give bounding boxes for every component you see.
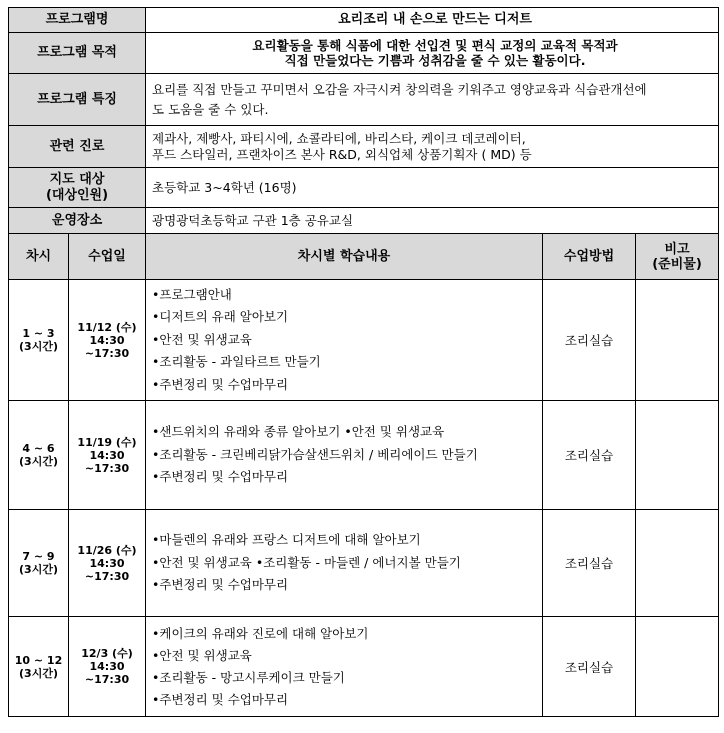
venue-label: 운영장소 xyxy=(9,208,146,234)
session-number xyxy=(9,617,69,717)
program-purpose-row xyxy=(9,33,719,74)
content-item: •주변정리 및 수업마무리 xyxy=(152,691,289,707)
session-row xyxy=(9,510,719,617)
session-date xyxy=(69,617,146,717)
session-range: 4 ~ 6 xyxy=(22,442,55,455)
session-content xyxy=(146,280,543,401)
content-item: •프로그램안내 xyxy=(152,286,232,302)
target-label xyxy=(9,168,146,208)
session-note xyxy=(636,510,719,617)
target-row xyxy=(9,168,719,208)
session-method: 조리실습 xyxy=(543,510,636,617)
content-item: •조리활동 - 망고시루케이크 만들기 xyxy=(152,669,345,685)
content-item: •마들렌의 유래와 프랑스 디저트에 대해 알아보기 xyxy=(152,532,421,548)
session-hours: (3시간) xyxy=(19,340,58,353)
session-note xyxy=(636,401,719,510)
session-row xyxy=(9,280,719,401)
session-date xyxy=(69,280,146,401)
session-header: 차시 xyxy=(9,234,69,280)
program-name-value: 요리조리 내 손으로 만드는 디저트 xyxy=(146,8,719,33)
session-method: 조리실습 xyxy=(543,401,636,510)
program-purpose-label: 프로그램 목적 xyxy=(9,33,146,74)
start-time: 14:30 xyxy=(89,333,125,347)
date-text: 11/19 (수) xyxy=(77,435,137,449)
session-range: 7 ~ 9 xyxy=(22,550,55,563)
target-label-line: (대상인원) xyxy=(45,187,109,203)
session-note xyxy=(636,280,719,401)
career-line: 제과사, 제빵사, 파티시에, 쇼콜라티에, 바리스타, 케이크 데코레이터, xyxy=(152,130,526,146)
date-text: 11/26 (수) xyxy=(77,543,137,557)
date-text: 12/3 (수) xyxy=(81,647,133,660)
start-time: 14:30 xyxy=(89,448,125,462)
session-range: 1 ~ 3 xyxy=(22,327,55,340)
program-features-row xyxy=(9,74,719,126)
session-date xyxy=(69,401,146,510)
end-time: ~17:30 xyxy=(84,569,130,583)
method-header: 수업방법 xyxy=(543,234,636,280)
content-item: •주변정리 및 수업마무리 xyxy=(152,577,289,593)
start-time: 14:30 xyxy=(89,556,125,570)
session-content xyxy=(146,617,543,717)
features-line: 요리를 직접 만들고 꾸미면서 오감을 자극시켜 창의력을 키워주고 영양교육과 식습관개선에 xyxy=(152,81,647,97)
content-item: •디저트의 유래 알아보기 xyxy=(152,309,289,325)
session-method: 조리실습 xyxy=(543,617,636,717)
program-features-value xyxy=(146,74,719,126)
purpose-line: 직접 만들었다는 기쁨과 성취감을 줄 수 있는 활동이다. xyxy=(284,53,586,68)
end-time: ~17:30 xyxy=(84,461,130,475)
program-name-label: 프로그램명 xyxy=(9,8,146,33)
content-item: •조리활동 - 크린베리닭가슴살샌드위치 / 베리에이드 만들기 xyxy=(152,446,478,462)
end-time: ~17:30 xyxy=(84,673,130,686)
end-time: ~17:30 xyxy=(84,346,130,360)
program-name-row xyxy=(9,8,719,33)
content-item: •안전 및 위생교육 •조리활동 - 마들렌 / 에너지볼 만들기 xyxy=(152,554,461,570)
session-content xyxy=(146,401,543,510)
venue-value: 광명광덕초등학교 구관 1층 공유교실 xyxy=(146,208,719,234)
session-date xyxy=(69,510,146,617)
session-row xyxy=(9,617,719,717)
session-hours: (3시간) xyxy=(19,455,58,468)
session-row xyxy=(9,401,719,510)
program-plan-table xyxy=(8,7,719,717)
session-content xyxy=(146,510,543,617)
start-time: 14:30 xyxy=(89,660,125,673)
session-note xyxy=(636,617,719,717)
schedule-header-row xyxy=(9,234,719,280)
session-method: 조리실습 xyxy=(543,280,636,401)
related-career-label: 관련 진로 xyxy=(9,126,146,168)
content-item: •주변정리 및 수업마무리 xyxy=(152,469,289,485)
note-header-line: (준비물) xyxy=(652,256,702,272)
content-item: •케이크의 유래와 진로에 대해 알아보기 xyxy=(152,625,369,641)
related-career-value xyxy=(146,126,719,168)
career-line: 푸드 스타일러, 프랜차이즈 본사 R&D, 외식업체 상품기획자 ( MD) 등 xyxy=(152,146,532,162)
session-number xyxy=(9,401,69,510)
note-header-line: 비고 xyxy=(664,241,690,257)
target-value: 초등학교 3~4학년 (16명) xyxy=(146,168,719,208)
content-item: •조리활동 - 과일타르트 만들기 xyxy=(152,354,321,370)
session-hours: (3시간) xyxy=(19,666,58,680)
content-item: •안전 및 위생교육 xyxy=(152,331,252,347)
program-features-label: 프로그램 특징 xyxy=(9,74,146,126)
content-item: •안전 및 위생교육 xyxy=(152,647,252,663)
content-item: •샌드위치의 유래와 종류 알아보기 •안전 및 위생교육 xyxy=(152,424,445,440)
features-line: 도 도움을 줄 수 있다. xyxy=(152,101,269,117)
purpose-line: 요리활동을 통해 식품에 대한 선입견 및 편식 교정의 교육적 목적과 xyxy=(252,38,618,53)
session-hours: (3시간) xyxy=(19,563,58,576)
program-purpose-value xyxy=(146,33,719,74)
venue-row xyxy=(9,208,719,234)
content-header: 차시별 학습내용 xyxy=(146,234,543,280)
session-range: 10 ~ 12 xyxy=(14,653,63,667)
date-header: 수업일 xyxy=(69,234,146,280)
date-text: 11/12 (수) xyxy=(77,320,137,334)
related-career-row xyxy=(9,126,719,168)
session-number xyxy=(9,510,69,617)
content-item: •주변정리 및 수업마무리 xyxy=(152,376,289,392)
session-number xyxy=(9,280,69,401)
note-header xyxy=(636,234,719,280)
target-label-line: 지도 대상 xyxy=(49,171,105,187)
